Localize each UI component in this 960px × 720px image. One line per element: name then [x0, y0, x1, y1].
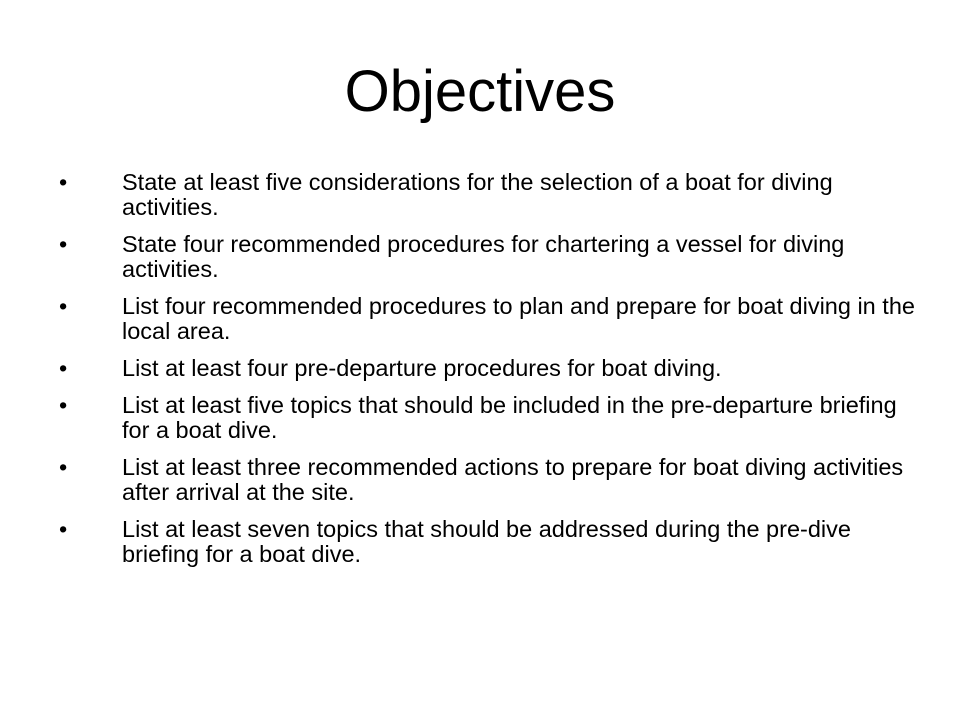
list-item-text: List at least seven topics that should be addressed during the pre-dive briefing for a boat dive. — [122, 516, 851, 567]
list-item — [56, 170, 916, 220]
bullet-icon: • — [59, 392, 68, 418]
list-item — [56, 393, 916, 443]
list-item — [56, 356, 916, 381]
list-item — [56, 455, 916, 505]
list-item-text: List at least three recommended actions to prepare for boat diving activities after arrival at the site. — [122, 454, 904, 505]
bullet-icon: • — [59, 231, 68, 257]
list-item-text: State four recommended procedures for chartering a vessel for diving activities. — [122, 231, 845, 282]
bullet-icon: • — [59, 355, 68, 381]
bullet-icon: • — [59, 169, 68, 195]
list-item-text: List at least four pre-departure procedures for boat diving. — [122, 355, 722, 381]
objectives-list — [56, 170, 916, 579]
slide-title: Objectives — [344, 59, 616, 124]
list-item-text: List four recommended procedures to plan and prepare for boat diving in the local area. — [122, 293, 915, 344]
list-item — [56, 232, 916, 282]
list-item — [56, 294, 916, 344]
bullet-icon: • — [59, 454, 68, 480]
list-item — [56, 517, 916, 567]
bullet-icon: • — [59, 516, 68, 542]
bullet-icon: • — [59, 293, 68, 319]
list-item-text: State at least five considerations for the selection of a boat for diving activities. — [122, 169, 833, 220]
list-item-text: List at least five topics that should be included in the pre-departure briefing for a boat dive. — [122, 392, 897, 443]
